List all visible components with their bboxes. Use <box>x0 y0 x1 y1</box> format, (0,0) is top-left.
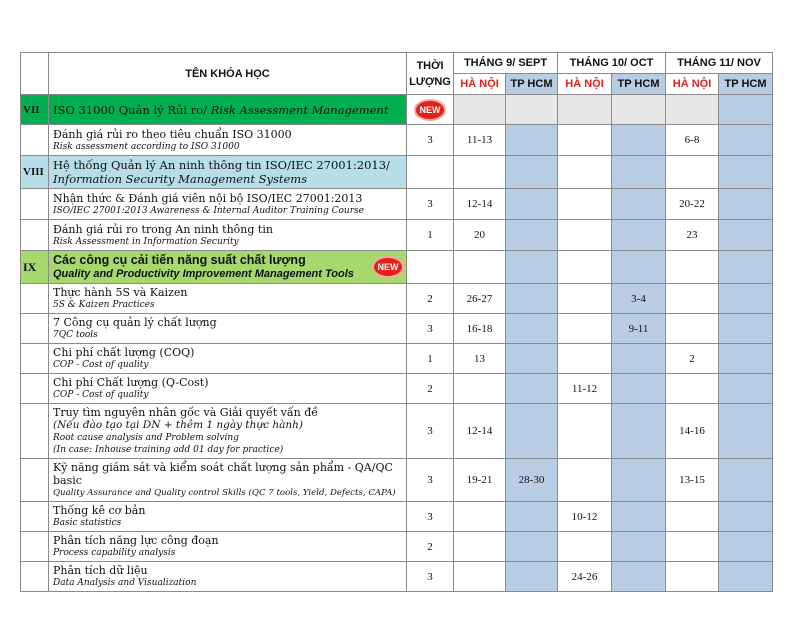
course-row <box>21 562 773 592</box>
course-row <box>21 502 773 532</box>
course-title-en: Risk Assessment in Information Security <box>53 236 239 247</box>
date-oct-hcm <box>612 404 666 459</box>
date-sept-hanoi: 12-14 <box>454 404 506 459</box>
row-index-blank <box>21 404 49 459</box>
empty-cell <box>506 156 558 189</box>
course-title-en: 5S & Kaizen Practices <box>53 300 155 310</box>
date-nov-hanoi <box>666 502 719 532</box>
section-title-vn: ISO 31000 Quản lý Rủi ro/ <box>53 102 211 117</box>
date-sept-hcm <box>506 314 558 344</box>
row-index-blank <box>21 532 49 562</box>
city-hanoi-sept: HÀ NỘI <box>454 74 506 95</box>
empty-cell <box>719 156 773 189</box>
course-row <box>21 125 773 156</box>
section-title <box>49 156 407 189</box>
course-title <box>49 532 407 562</box>
city-hanoi-nov: HÀ NỘI <box>666 74 719 95</box>
course-row <box>21 532 773 562</box>
section-number: IX <box>21 251 49 284</box>
date-oct-hcm <box>612 562 666 592</box>
date-oct-hanoi <box>558 220 612 251</box>
date-nov-hcm <box>719 125 773 156</box>
course-title <box>49 220 407 251</box>
course-title-en: Process capability analysis <box>53 548 176 558</box>
row-index-blank <box>21 125 49 156</box>
month-header-sept: THÁNG 9/ SEPT <box>454 53 558 74</box>
course-duration: 3 <box>407 314 454 344</box>
course-row <box>21 459 773 502</box>
course-title-vn: Kỹ năng giám sát và kiểm soát chất lượng sản phẩm - QA/QC basic <box>53 461 393 487</box>
course-title-en: 7QC tools <box>53 330 98 340</box>
date-oct-hcm: 3-4 <box>612 284 666 314</box>
course-duration: 1 <box>407 220 454 251</box>
course-title-en-note: (In case: Inhouse training add 01 day for practice) <box>53 445 284 455</box>
date-oct-hanoi <box>558 125 612 156</box>
course-title <box>49 314 407 344</box>
course-title-vn: Phân tích năng lực công đoạn <box>53 534 219 547</box>
course-duration: 2 <box>407 284 454 314</box>
date-sept-hanoi: 20 <box>454 220 506 251</box>
empty-cell <box>407 156 454 189</box>
section-number: VII <box>21 95 49 125</box>
row-index-blank <box>21 220 49 251</box>
row-index-blank <box>21 344 49 374</box>
course-title-vn: Truy tìm nguyên nhân gốc và Giải quyết vấn đề <box>53 406 319 419</box>
training-schedule-table <box>20 52 773 592</box>
empty-cell <box>719 251 773 284</box>
course-title-vn: Phân tích dữ liệu <box>53 564 148 577</box>
section-title <box>49 251 407 284</box>
date-sept-hcm <box>506 532 558 562</box>
date-sept-hanoi <box>454 502 506 532</box>
date-nov-hanoi <box>666 314 719 344</box>
new-badge: NEW <box>374 258 402 276</box>
course-title <box>49 459 407 502</box>
date-oct-hanoi <box>558 314 612 344</box>
row-index-blank <box>21 562 49 592</box>
date-oct-hanoi <box>558 459 612 502</box>
date-sept-hcm: 28-30 <box>506 459 558 502</box>
city-hanoi-oct: HÀ NỘI <box>558 74 612 95</box>
date-oct-hanoi: 24-26 <box>558 562 612 592</box>
duration-header-line1: THỜI <box>416 59 444 72</box>
city-hcm-oct: TP HCM <box>612 74 666 95</box>
date-oct-hanoi: 10-12 <box>558 502 612 532</box>
new-badge: NEW <box>416 101 444 119</box>
date-oct-hanoi <box>558 344 612 374</box>
date-sept-hanoi: 16-18 <box>454 314 506 344</box>
course-title <box>49 374 407 404</box>
new-badge-cell <box>407 95 454 125</box>
course-title-en: ISO/IEC 27001:2013 Awareness & Internal Auditor Training Course <box>53 205 364 216</box>
section-title-vn: Hệ thống Quản lý An ninh thông tin ISO/IEC 27001:2013/ <box>53 158 390 172</box>
section-row-vii <box>21 95 773 125</box>
date-nov-hanoi: 20-22 <box>666 189 719 220</box>
course-title-en: Basic statistics <box>53 518 122 528</box>
empty-cell <box>558 251 612 284</box>
row-index-blank <box>21 314 49 344</box>
date-nov-hcm <box>719 502 773 532</box>
city-hcm-nov: TP HCM <box>719 74 773 95</box>
course-title <box>49 125 407 156</box>
date-oct-hanoi <box>558 532 612 562</box>
empty-cell <box>454 251 506 284</box>
section-title <box>49 95 407 125</box>
date-oct-hcm <box>612 502 666 532</box>
date-oct-hcm <box>612 189 666 220</box>
date-nov-hcm <box>719 404 773 459</box>
course-title-vn: Thực hành 5S và Kaizen <box>53 286 188 299</box>
row-index-blank <box>21 502 49 532</box>
date-sept-hcm <box>506 404 558 459</box>
date-sept-hcm <box>506 374 558 404</box>
date-nov-hcm <box>719 314 773 344</box>
date-sept-hcm <box>506 189 558 220</box>
date-sept-hanoi <box>454 562 506 592</box>
empty-cell <box>612 95 666 125</box>
date-sept-hcm <box>506 502 558 532</box>
course-title <box>49 189 407 220</box>
date-sept-hanoi: 19-21 <box>454 459 506 502</box>
empty-cell <box>719 95 773 125</box>
date-sept-hanoi: 13 <box>454 344 506 374</box>
date-nov-hanoi: 13-15 <box>666 459 719 502</box>
row-index-blank <box>21 459 49 502</box>
date-sept-hcm <box>506 220 558 251</box>
row-index-blank <box>21 189 49 220</box>
date-nov-hcm <box>719 284 773 314</box>
date-oct-hanoi <box>558 189 612 220</box>
course-title-en: COP - Cost of quality <box>53 390 149 400</box>
date-nov-hanoi: 2 <box>666 344 719 374</box>
empty-cell <box>666 156 719 189</box>
date-sept-hcm <box>506 562 558 592</box>
date-nov-hcm <box>719 189 773 220</box>
course-duration: 3 <box>407 404 454 459</box>
section-title-en: Risk Assessment Management <box>210 102 389 117</box>
course-row <box>21 314 773 344</box>
course-title <box>49 344 407 374</box>
course-row <box>21 284 773 314</box>
empty-cell <box>558 95 612 125</box>
course-duration: 1 <box>407 344 454 374</box>
empty-cell <box>407 251 454 284</box>
course-duration: 3 <box>407 562 454 592</box>
date-oct-hcm <box>612 125 666 156</box>
duration-header-line2: LƯỢNG <box>409 75 451 88</box>
course-title-en: Data Analysis and Visualization <box>53 578 197 588</box>
month-header-nov: THÁNG 11/ NOV <box>666 53 773 74</box>
date-nov-hanoi <box>666 532 719 562</box>
date-oct-hcm <box>612 344 666 374</box>
date-nov-hcm <box>719 459 773 502</box>
empty-cell <box>612 156 666 189</box>
empty-cell <box>506 95 558 125</box>
date-sept-hanoi <box>454 374 506 404</box>
course-title-en: Risk assessment according to ISO 31000 <box>53 141 240 152</box>
course-title-en: COP - Cost of quality <box>53 360 149 370</box>
course-title-vn: Chi phí chất lượng (COQ) <box>53 346 195 359</box>
course-row <box>21 220 773 251</box>
course-title <box>49 284 407 314</box>
city-hcm-sept: TP HCM <box>506 74 558 95</box>
date-nov-hanoi <box>666 374 719 404</box>
date-sept-hanoi: 26-27 <box>454 284 506 314</box>
course-title-en: Quality Assurance and Quality control Skills (QC 7 tools, Yield, Defects, CAPA) <box>53 488 396 498</box>
header-row-months <box>21 53 773 74</box>
date-nov-hanoi: 6-8 <box>666 125 719 156</box>
course-row <box>21 189 773 220</box>
course-duration: 3 <box>407 125 454 156</box>
course-title-en: Root cause analysis and Problem solving <box>53 433 239 443</box>
duration-header <box>407 53 454 95</box>
empty-cell <box>612 251 666 284</box>
course-title-vn: Nhận thức & Đánh giá viên nội bộ ISO/IEC 27001:2013 <box>53 191 363 205</box>
course-title-vn: Đánh giá rủi ro trong An ninh thông tin <box>53 222 273 236</box>
course-title-vn: Thống kê cơ bản <box>53 504 146 517</box>
date-sept-hanoi: 12-14 <box>454 189 506 220</box>
course-title-vn: Đánh giá rủi ro theo tiêu chuẩn ISO 31000 <box>53 127 292 141</box>
month-header-oct: THÁNG 10/ OCT <box>558 53 666 74</box>
empty-cell <box>454 156 506 189</box>
date-oct-hanoi <box>558 284 612 314</box>
date-sept-hcm <box>506 284 558 314</box>
date-oct-hcm <box>612 532 666 562</box>
course-title-vn-note: (Nếu đào tạo tại DN + thêm 1 ngày thực hành) <box>53 419 304 431</box>
empty-cell <box>666 95 719 125</box>
date-sept-hanoi: 11-13 <box>454 125 506 156</box>
course-title-vn: 7 Công cụ quản lý chất lượng <box>53 316 217 329</box>
date-oct-hcm: 9-11 <box>612 314 666 344</box>
date-oct-hcm <box>612 459 666 502</box>
course-title-vn: Chi phí Chất lượng (Q-Cost) <box>53 376 209 389</box>
date-nov-hcm <box>719 220 773 251</box>
date-nov-hanoi <box>666 562 719 592</box>
row-index-blank <box>21 284 49 314</box>
date-nov-hanoi: 14-16 <box>666 404 719 459</box>
header-section-blank <box>21 53 49 95</box>
date-oct-hcm <box>612 374 666 404</box>
date-nov-hcm <box>719 562 773 592</box>
date-oct-hanoi: 11-12 <box>558 374 612 404</box>
empty-cell <box>666 251 719 284</box>
course-duration: 3 <box>407 189 454 220</box>
course-name-header: TÊN KHÓA HỌC <box>49 53 407 95</box>
empty-cell <box>506 251 558 284</box>
date-sept-hcm <box>506 125 558 156</box>
date-nov-hanoi: 23 <box>666 220 719 251</box>
course-duration: 2 <box>407 374 454 404</box>
empty-cell <box>454 95 506 125</box>
course-title <box>49 562 407 592</box>
date-nov-hcm <box>719 532 773 562</box>
section-title-en: Quality and Productivity Improvement Management Tools <box>53 268 354 280</box>
course-duration: 3 <box>407 459 454 502</box>
section-row-viii <box>21 156 773 189</box>
row-index-blank <box>21 374 49 404</box>
course-row <box>21 374 773 404</box>
date-sept-hcm <box>506 344 558 374</box>
date-oct-hanoi <box>558 404 612 459</box>
date-nov-hanoi <box>666 284 719 314</box>
date-nov-hcm <box>719 344 773 374</box>
date-nov-hcm <box>719 374 773 404</box>
course-row <box>21 344 773 374</box>
section-row-ix <box>21 251 773 284</box>
section-number: VIII <box>21 156 49 189</box>
course-row <box>21 404 773 459</box>
section-title-en: Information Security Management Systems <box>53 172 308 186</box>
course-duration: 2 <box>407 532 454 562</box>
section-title-vn: Các công cụ cải tiến năng suất chất lượng <box>53 253 306 267</box>
date-oct-hcm <box>612 220 666 251</box>
course-title <box>49 404 407 459</box>
empty-cell <box>558 156 612 189</box>
date-sept-hanoi <box>454 532 506 562</box>
course-duration: 3 <box>407 502 454 532</box>
course-title <box>49 502 407 532</box>
